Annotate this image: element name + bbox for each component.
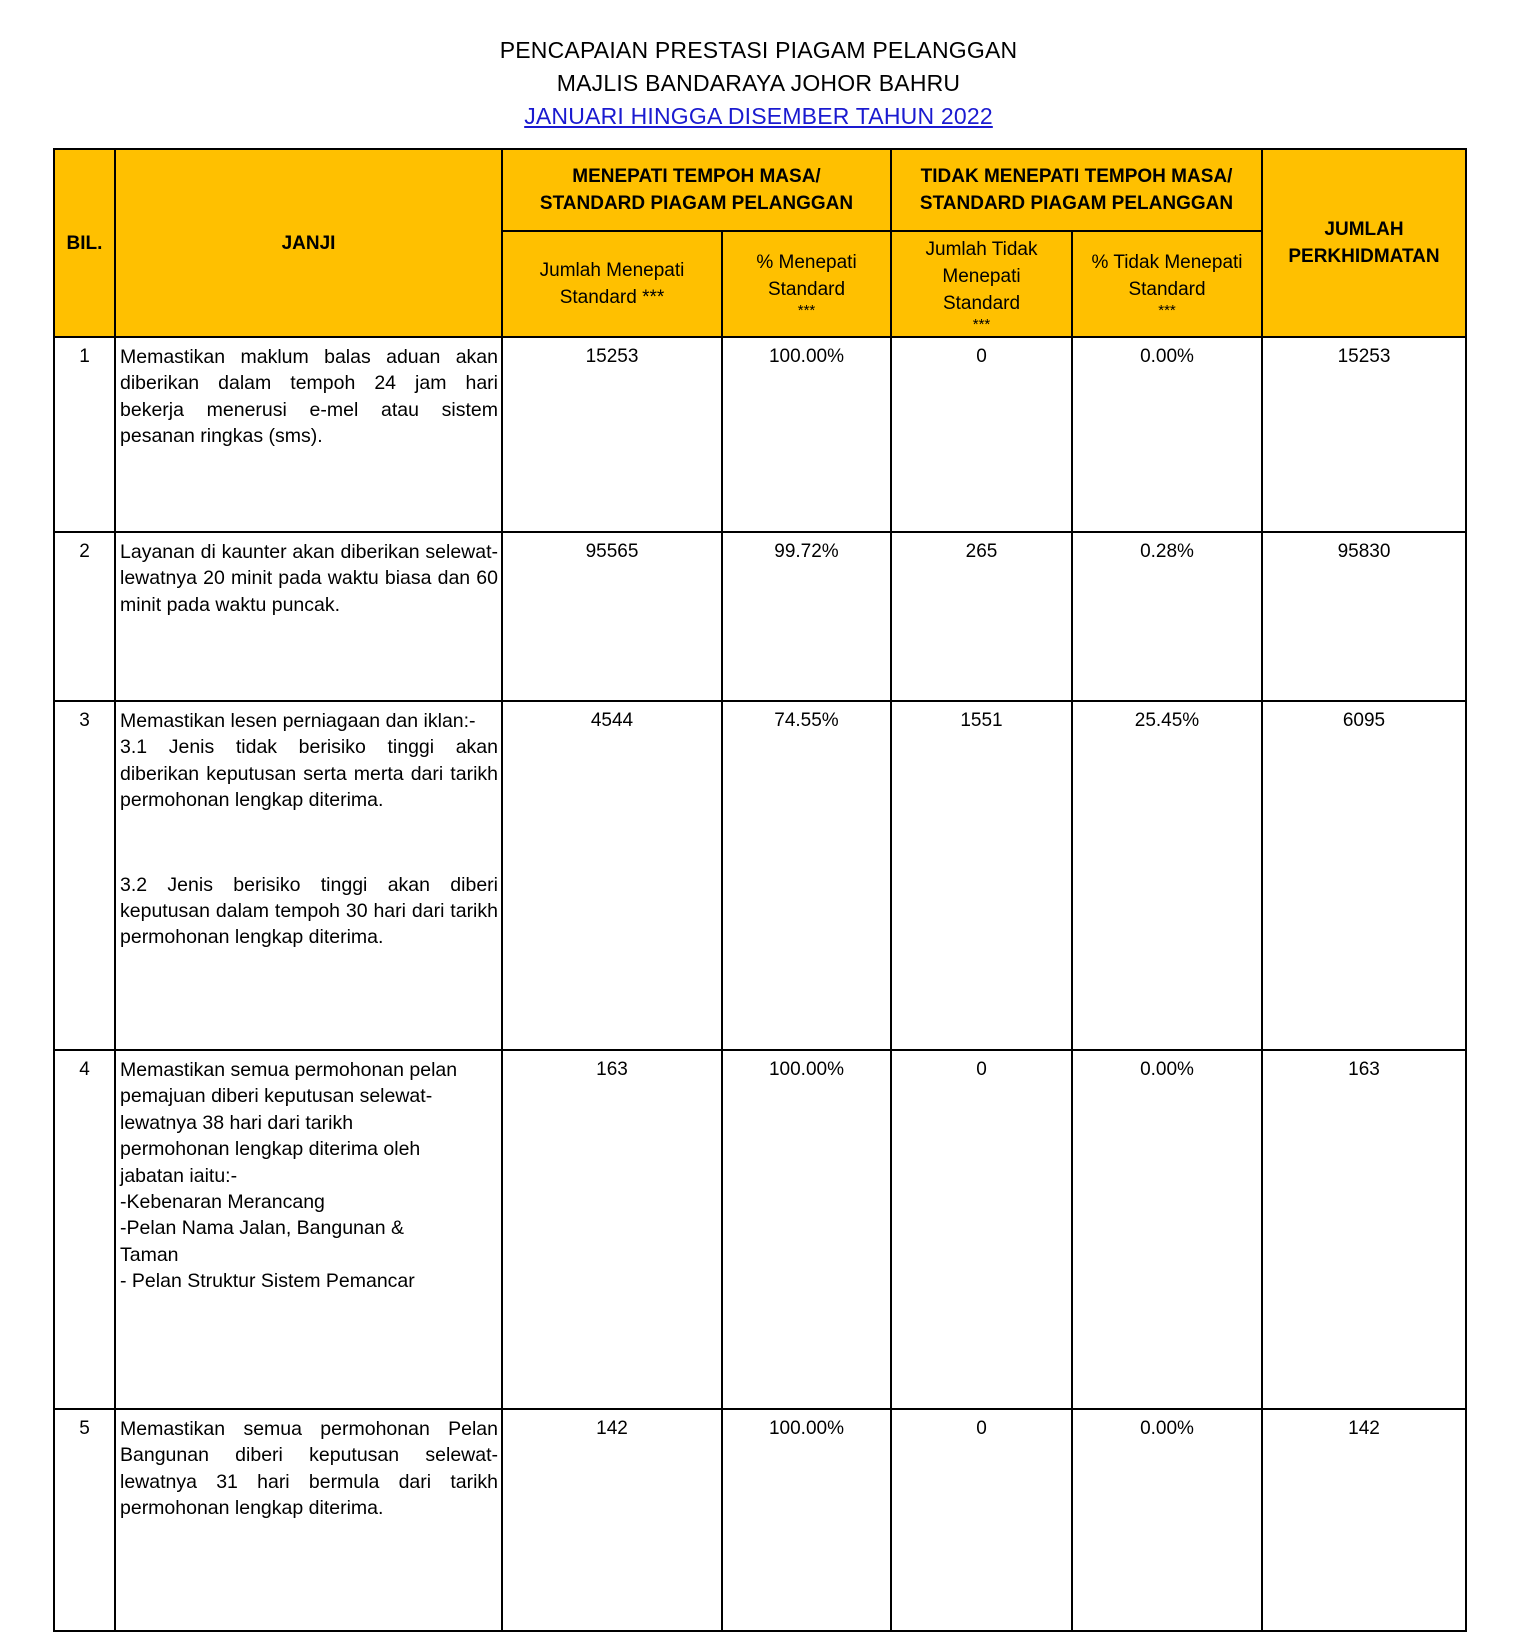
header-bil: BIL. [54,149,115,337]
cell-jumlah-tidak: 0 [891,1050,1072,1409]
cell-bil: 3 [54,701,115,1050]
table-row [54,701,1466,1050]
cell-pct-menepati: 99.72% [722,532,891,701]
header-jumlah-line-2: PERKHIDMATAN [1288,246,1440,267]
header-pct-tidak [1072,231,1262,337]
janji-line: Taman [120,1243,179,1266]
header-pct-menepati-line-2: Standard [767,279,846,300]
piagam-table [53,148,1467,1632]
cell-janji: Memastikan maklum balas aduan akan diberikan dalam tempoh 24 jam hari bekerja menerusi e-mel atau sistem pesanan ringkas (sms). [115,337,502,532]
cell-jumlah-menepati: 4544 [502,701,722,1050]
header-jumlah-line-1: JUMLAH [1324,219,1404,240]
janji-line: lewatnya 38 hari dari tarikh [120,1111,354,1134]
janji-line: jabatan iaitu:- [120,1164,238,1187]
cell-jumlah-perkhidmatan: 6095 [1262,701,1466,1050]
header-pct-tidak-stars: *** [1158,302,1176,319]
cell-janji: Memastikan semua permohonan Pelan Bangunan diberi keputusan selewat-lewatnya 31 hari bermula dari tarikh permohonan lengkap diterima. [115,1409,502,1631]
header-tidak-line-2: STANDARD PIAGAM PELANGGAN [919,193,1234,214]
header-jml-menepati-line-1: Jumlah Menepati [539,260,685,281]
title-line-1: PENCAPAIAN PRESTASI PIAGAM PELANGGAN [499,37,1018,63]
cell-jumlah-tidak: 0 [891,1409,1072,1631]
header-row-1 [54,149,1466,231]
header-pct-menepati-stars: *** [797,302,816,319]
cell-jumlah-tidak: 0 [891,337,1072,532]
cell-jumlah-perkhidmatan: 95830 [1262,532,1466,701]
title-line-2: MAJLIS BANDARAYA JOHOR BAHRU [556,70,961,96]
header-jml-tidak-line-3: Standard [942,292,1021,314]
cell-bil: 1 [54,337,115,532]
cell-bil: 5 [54,1409,115,1631]
header-menepati-group [502,149,891,231]
header-menepati-line-1: MENEPATI TEMPOH MASA/ [572,166,821,187]
header-pct-menepati-line-1: % Menepati [756,252,857,273]
table-row [54,1050,1466,1409]
table-row [54,1409,1466,1631]
cell-jumlah-menepati: 163 [502,1050,722,1409]
cell-janji [115,701,502,1050]
janji-line: pemajuan diberi keputusan selewat- [120,1085,433,1108]
header-jumlah-perkhidmatan [1262,149,1466,337]
cell-jumlah-perkhidmatan: 163 [1262,1050,1466,1409]
cell-pct-menepati: 100.00% [722,1050,891,1409]
cell-jumlah-menepati: 15253 [502,337,722,532]
cell-pct-menepati: 74.55% [722,701,891,1050]
cell-pct-menepati: 100.00% [722,1409,891,1631]
cell-janji: Layanan di kaunter akan diberikan selewat-lewatnya 20 minit pada waktu biasa dan 60 minit pada waktu puncak. [115,532,502,701]
period-link[interactable]: JANUARI HINGGA DISEMBER TAHUN 2022 [524,103,993,129]
cell-jumlah-perkhidmatan: 15253 [1262,337,1466,532]
janji-point-3-2: 3.2 Jenis berisiko tinggi akan diberi keputusan dalam tempoh 30 hari dari tarikh permohonan lengkap diterima. [120,873,498,949]
header-jumlah-tidak [891,231,1072,337]
header-pct-tidak-line-2: Standard [1128,279,1206,300]
report-title [0,34,1517,133]
header-pct-menepati [722,231,891,337]
header-jumlah-menepati [502,231,722,337]
cell-pct-tidak: 0.00% [1072,337,1262,532]
cell-jumlah-tidak: 265 [891,532,1072,701]
header-jml-tidak-stars: *** [972,315,991,333]
janji-line: Memastikan semua permohonan pelan [120,1059,458,1081]
header-tidak-group [891,149,1262,231]
cell-jumlah-menepati: 142 [502,1409,722,1631]
cell-jumlah-menepati: 95565 [502,532,722,701]
cell-pct-tidak: 25.45% [1072,701,1262,1050]
header-janji: JANJI [115,149,502,337]
janji-line: -Kebenaran Merancang [120,1191,325,1214]
header-jml-tidak-line-2: Menepati [942,265,1021,287]
table-row [54,532,1466,701]
header-jml-menepati-line-2: Standard *** [559,287,665,308]
janji-point-3-1: 3.1 Jenis tidak berisiko tinggi akan diberikan keputusan serta merta dari tarikh permohonan lengkap diterima. [120,736,498,812]
cell-jumlah-perkhidmatan: 142 [1262,1409,1466,1631]
janji-line: - Pelan Struktur Sistem Pemancar [120,1270,415,1293]
cell-pct-tidak: 0.00% [1072,1409,1262,1631]
header-pct-tidak-line-1: % Tidak Menepati [1091,252,1243,273]
header-menepati-line-2: STANDARD PIAGAM PELANGGAN [539,193,854,214]
cell-janji [115,1050,502,1409]
cell-pct-tidak: 0.28% [1072,532,1262,701]
janji-intro: Memastikan lesen perniagaan dan iklan:- [120,710,476,732]
cell-bil: 4 [54,1050,115,1409]
janji-spacer [120,814,498,872]
cell-pct-menepati: 100.00% [722,337,891,532]
janji-line: permohonan lengkap diterima oleh [120,1138,421,1161]
cell-jumlah-tidak: 1551 [891,701,1072,1050]
janji-line: -Pelan Nama Jalan, Bangunan & [120,1217,405,1240]
cell-pct-tidak: 0.00% [1072,1050,1262,1409]
cell-bil: 2 [54,532,115,701]
table-row [54,337,1466,532]
header-jml-tidak-line-1: Jumlah Tidak [925,238,1038,260]
header-tidak-line-1: TIDAK MENEPATI TEMPOH MASA/ [920,166,1233,187]
